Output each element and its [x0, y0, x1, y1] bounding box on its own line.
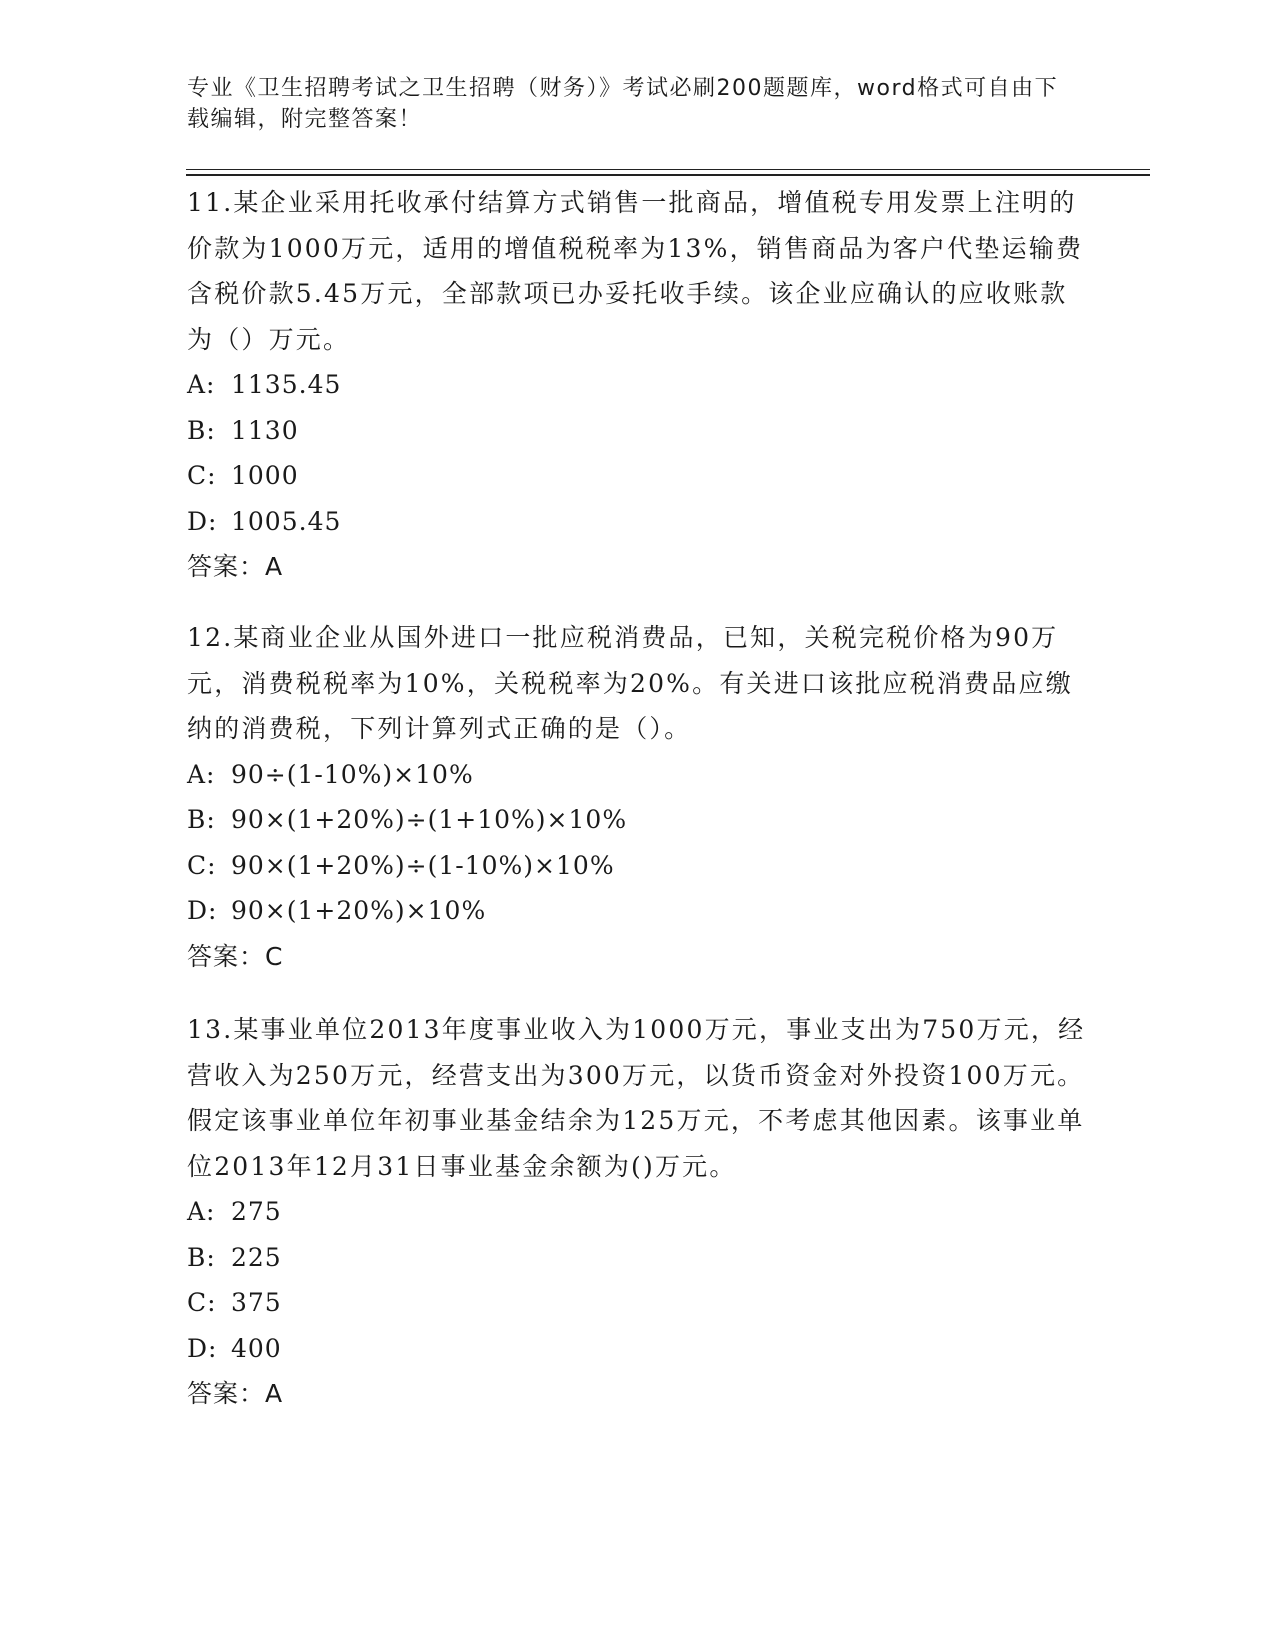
- question-text: 13.某事业单位2013年度事业收入为1000万元，事业支出为750万元，经营收入为250万元，经营支出为300万元，以货币资金对外投资100万元。假定该事业单位年初事业基金结余为125万元，不考虑其他因素。该事业单位2013年12月31日事业基金余额为()万元。: [187, 1015, 1086, 1181]
- option-c: [187, 453, 1087, 499]
- document-header: 专业《卫生招聘考试之卫生招聘（财务）》考试必刷200题题库，word格式可自由下载编辑，附完整答案！: [187, 76, 1059, 132]
- option-label: C:: [187, 461, 217, 490]
- option-a: [187, 362, 1087, 408]
- option-a: [187, 1189, 1087, 1235]
- option-value: 275: [231, 1197, 282, 1226]
- question-text: 12.某商业企业从国外进口一批应税消费品，已知，关税完税价格为90万元，消费税税率为10%，关税税率为20%。有关进口该批应税消费品应缴纳的消费税，下列计算列式正确的是（）。: [187, 623, 1073, 743]
- option-label: A:: [187, 759, 216, 789]
- option-value: 400: [231, 1333, 282, 1363]
- header-divider-thin: [186, 169, 1150, 170]
- answer: 答案：A: [187, 1379, 284, 1408]
- answer: 答案：C: [187, 941, 284, 971]
- option-label: D:: [187, 506, 218, 536]
- option-c: [187, 843, 1087, 889]
- option-value: 1135.45: [231, 370, 342, 399]
- option-value: 90×(1+20%)×10%: [231, 896, 487, 925]
- option-value: 1000: [231, 461, 299, 490]
- option-a: [187, 752, 1087, 798]
- option-label: D:: [187, 1333, 218, 1363]
- option-label: A:: [187, 1197, 216, 1226]
- option-d: [187, 888, 1087, 934]
- option-value: 225: [231, 1242, 282, 1272]
- option-label: B:: [187, 1242, 216, 1272]
- option-d: [187, 1326, 1087, 1372]
- option-b: [187, 408, 1087, 454]
- option-label: C:: [187, 1288, 217, 1317]
- option-b: [187, 1235, 1087, 1281]
- option-value: 1005.45: [231, 506, 342, 536]
- option-value: 375: [231, 1288, 282, 1317]
- option-value: 1130: [231, 415, 299, 445]
- option-label: D:: [187, 896, 218, 925]
- option-label: C:: [187, 850, 217, 880]
- option-label: B:: [187, 415, 216, 445]
- question-11: [187, 180, 1087, 590]
- question-12: [187, 615, 1087, 979]
- option-value: 90×(1+20%)÷(1-10%)×10%: [231, 850, 615, 880]
- question-text: 11.某企业采用托收承付结算方式销售一批商品，增值税专用发票上注明的价款为1000万元，适用的增值税税率为13%，销售商品为客户代垫运输费含税价款5.45万元，全部款项已办妥托收手续。该企业应确认的应收账款为（）万元。: [187, 188, 1084, 354]
- option-b: [187, 797, 1087, 843]
- option-c: [187, 1280, 1087, 1326]
- option-label: B:: [187, 805, 216, 834]
- option-d: [187, 499, 1087, 545]
- option-value: 90×(1+20%)÷(1+10%)×10%: [231, 805, 628, 834]
- header-divider-thick: [186, 174, 1150, 176]
- option-value: 90÷(1-10%)×10%: [231, 759, 474, 789]
- question-13: [187, 1007, 1087, 1417]
- answer: 答案：A: [187, 552, 284, 581]
- option-label: A:: [187, 370, 216, 399]
